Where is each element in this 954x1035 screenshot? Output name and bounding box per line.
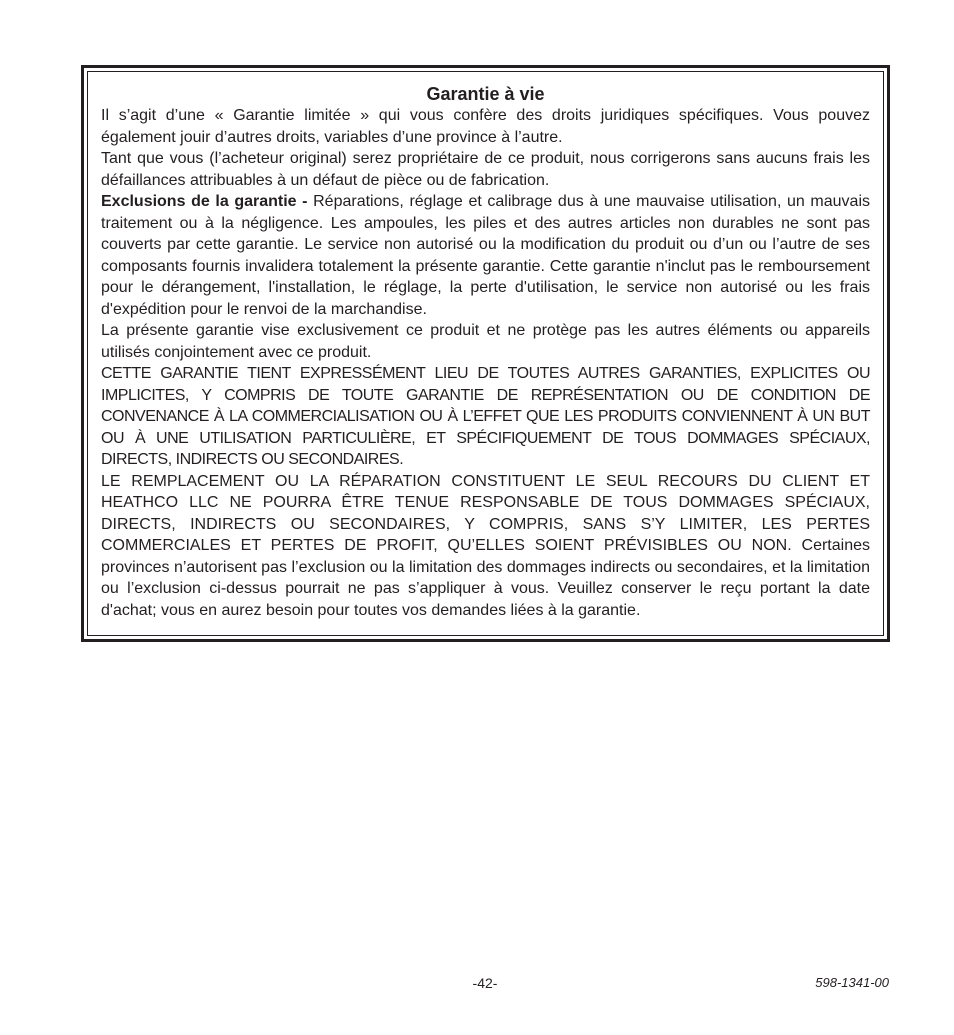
paragraph-text: La présente garantie vise exclusivement ce produit et ne protège pas les autres éléments ou appareils utilisés conjointement avec ce produit. bbox=[101, 322, 870, 361]
warranty-paragraph-remedy bbox=[101, 471, 870, 622]
warranty-paragraph-limited bbox=[101, 105, 870, 148]
warranty-box bbox=[81, 65, 890, 642]
warranty-inner-frame bbox=[87, 71, 884, 636]
warranty-title: Garantie à vie bbox=[426, 84, 545, 104]
paragraph-text: Il s’agit d’une « Garantie limitée » qui vous confère des droits juridiques spécifiques. Vous pouvez également jouir d’autres droits, variables d’une province à l’autre. bbox=[101, 107, 870, 146]
warranty-paragraph-coverage bbox=[101, 148, 870, 191]
warranty-paragraph-exclusions bbox=[101, 191, 870, 320]
paragraph-text: LE REMPLACEMENT OU LA RÉPARATION CONSTITUENT LE SEUL RECOURS DU CLIENT ET HEATHCO LLC NE POURRA ÊTRE TENUE RESPONSABLE DE TOUS DOMMAGES SPÉCIAUX, DIRECTS, INDIRECTS OU SECONDAIRES, Y COMPRIS, SANS S’Y LIMITER, LES PERTES COMMERCIALES ET PERTES DE PROFIT, QU’ELLES SOIENT PRÉVISIBLES OU NON. Certaines provinces n’autorisent pas l’exclusion ou la limitation des dommages indirects ou secondaires, et la limitation ou l’exclusion ci-dessus pourrait ne pas s’appliquer à vous. Veuillez conserver le reçu portant la date d'achat; vous en aurez besoin pour toutes vos demandes liées à la garantie. bbox=[101, 472, 870, 619]
paragraph-text: CETTE GARANTIE TIENT EXPRESSÉMENT LIEU DE TOUTES AUTRES GARANTIES, EXPLICITES OU IMPLICITES, Y COMPRIS DE TOUTE GARANTIE DE REPRÉSENTATION OU DE CONDITION DE CONVENANCE À LA COMMERCIALISATION OU À L’EFFET QUE LES PRODUITS CONVIENNENT À UN BUT OU À UNE UTILISATION PARTICULIÈRE, ET SPÉCIFIQUEMENT DE TOUS DOMMAGES SPÉCIAUX, DIRECTS, INDIRECTS OU SECONDAIRES. bbox=[101, 365, 870, 468]
paragraph-text: Réparations, réglage et calibrage dus à une mauvaise utilisation, un mauvais traitement ou à la négligence. Les ampoules, les piles et des autres articles non durables ne sont pas couverts par cette garantie. Le service non autorisé ou la modification du produit ou d’un ou l’autre de ses composants fournis invalidera totalement la présente garantie. Cette garantie n'inclut pas le remboursement pour le dérangement, l'installation, le réglage, la perte d'utilisation, le service non autorisé ou les frais d'expédition pour le renvoi de la marchandise. bbox=[101, 193, 870, 318]
warranty-paragraph-scope bbox=[101, 320, 870, 363]
paragraph-text: Tant que vous (l’acheteur original) serez propriétaire de ce produit, nous corrigerons sans aucuns frais les défaillances attribuables à un défaut de pièce ou de fabrication. bbox=[101, 150, 870, 189]
warranty-paragraph-disclaimer bbox=[101, 363, 870, 471]
paragraph-lead-exclusions: Exclusions de la garantie - bbox=[101, 193, 314, 210]
page-number: -42- bbox=[472, 975, 498, 991]
document-code: 598-1341-00 bbox=[815, 975, 889, 990]
